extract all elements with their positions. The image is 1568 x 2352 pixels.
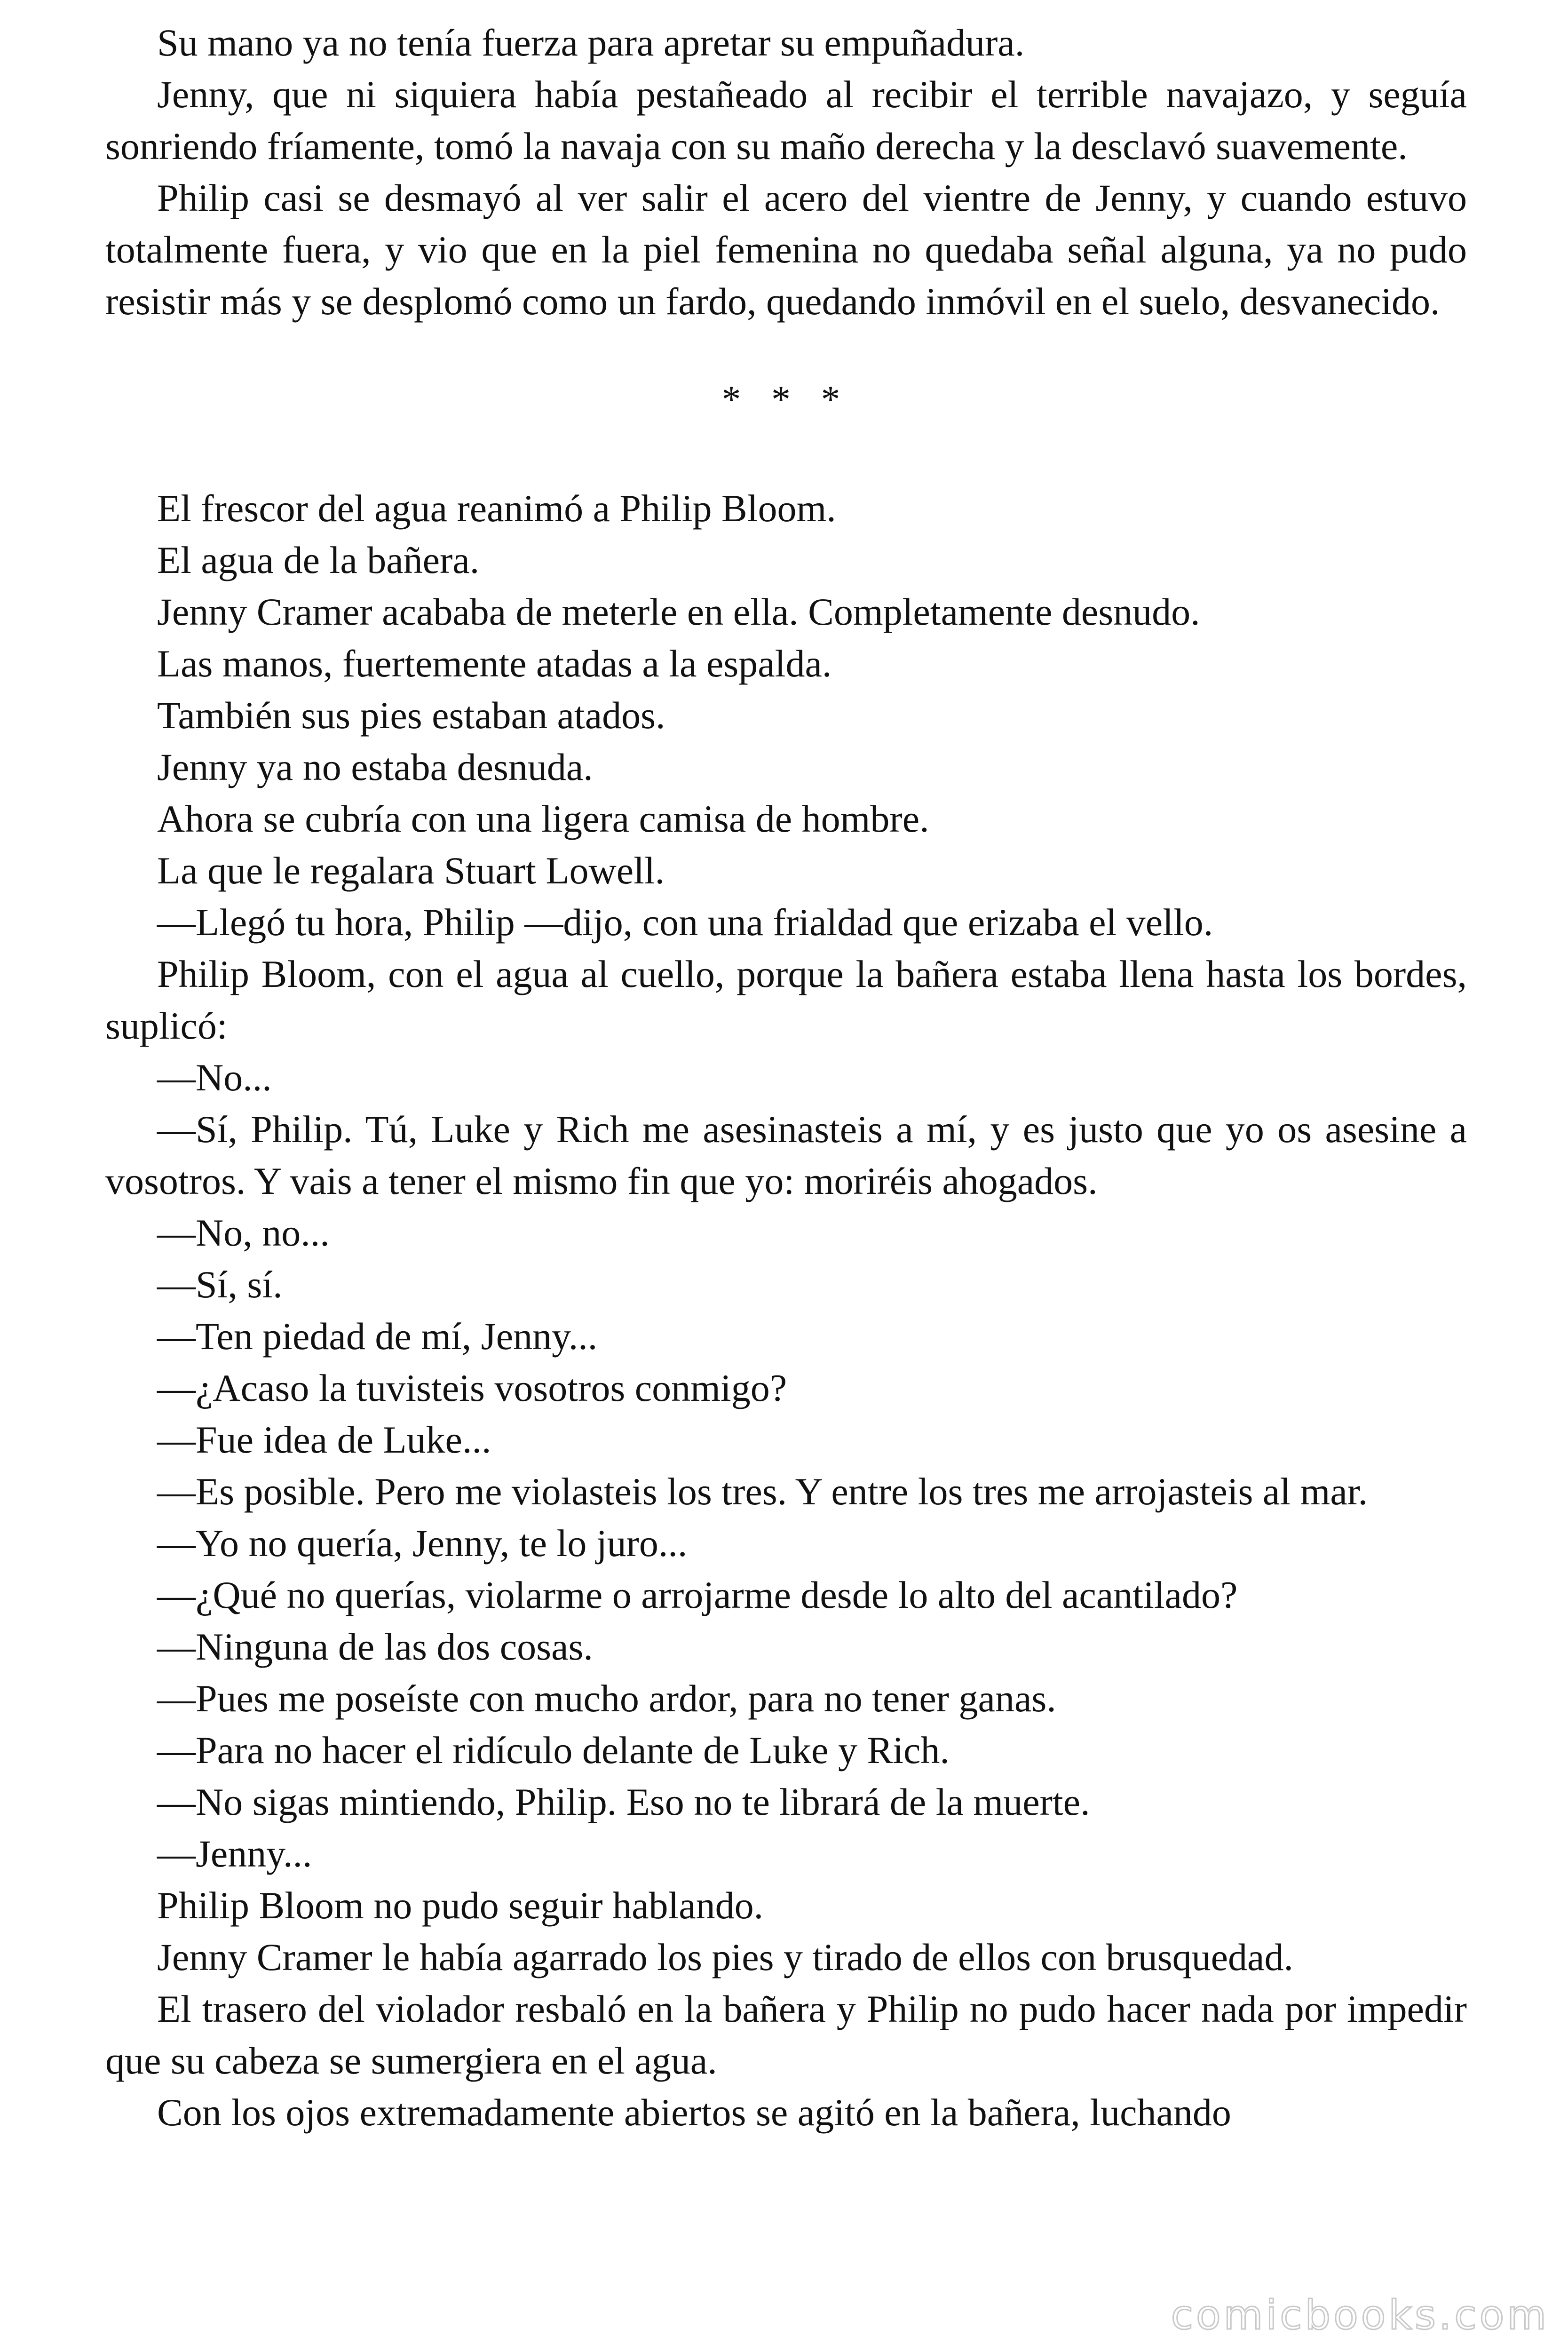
paragraphs-after-separator (105, 483, 1467, 2138)
dialogue-line: —Pues me poseíste con mucho ardor, para no tener ganas. (157, 1677, 1056, 1720)
dialogue-line: —Yo no quería, Jenny, te lo juro... (157, 1522, 688, 1565)
paragraph: El trasero del violador resbaló en la bañera y Philip no pudo hacer nada por impedir que su cabeza se sumergiera en el agua. (105, 1987, 1467, 2082)
dialogue-line: —Sí, sí. (157, 1263, 283, 1306)
paragraph: Jenny ya no estaba desnuda. (157, 746, 593, 788)
dialogue-line: —Para no hacer el ridículo delante de Luke y Rich. (157, 1729, 950, 1772)
dialogue-line: —¿Acaso la tuvisteis vosotros conmigo? (157, 1367, 787, 1409)
paragraph: También sus pies estaban atados. (157, 694, 665, 737)
paragraph: Su mano ya no tenía fuerza para apretar su empuñadura. (157, 21, 1025, 64)
paragraph: Jenny Cramer acababa de meterle en ella. Completamente desnudo. (157, 590, 1200, 633)
paragraph: Jenny, que ni siquiera había pestañeado al recibir el terrible navajazo, y seguía sonriendo fríamente, tomó la navaja con su maño derecha y la desclavó suavemente. (105, 73, 1467, 167)
paragraph: Las manos, fuertemente atadas a la espalda. (157, 642, 832, 685)
dialogue-line: —No sigas mintiendo, Philip. Eso no te librará de la muerte. (157, 1780, 1090, 1823)
paragraph: El agua de la bañera. (157, 539, 480, 581)
dialogue-line: —No... (157, 1056, 272, 1099)
paragraph: El frescor del agua reanimó a Philip Bloom. (157, 487, 836, 530)
section-separator (105, 327, 1467, 483)
paragraph: Ahora se cubría con una ligera camisa de hombre. (157, 797, 929, 840)
paragraph: Con los ojos extremadamente abiertos se agitó en la bañera, luchando (157, 2091, 1231, 2134)
dialogue-line: —¿Qué no querías, violarme o arrojarme desde lo alto del acantilado? (157, 1573, 1238, 1616)
dialogue-line: —Sí, Philip. Tú, Luke y Rich me asesinasteis a mí, y es justo que yo os asesine a vosotros. Y vais a tener el mismo fin que yo: moriréis ahogados. (105, 1108, 1467, 1202)
paragraphs-before-separator (105, 17, 1467, 327)
page-text (105, 17, 1467, 2138)
dialogue-line: —Es posible. Pero me violasteis los tres. Y entre los tres me arrojasteis al mar. (157, 1470, 1368, 1513)
paragraph: La que le regalara Stuart Lowell. (157, 849, 665, 892)
dialogue-line: —Fue idea de Luke... (157, 1418, 491, 1461)
dialogue-line: —Llegó tu hora, Philip —dijo, con una frialdad que erizaba el vello. (157, 901, 1213, 944)
watermark: comicbooks.com (1171, 2292, 1549, 2339)
paragraph: Jenny Cramer le había agarrado los pies y tirado de ellos con brusquedad. (157, 1936, 1293, 1979)
separator-asterisks: * * * (721, 378, 851, 421)
dialogue-line: —No, no... (157, 1211, 330, 1254)
dialogue-line: —Ten piedad de mí, Jenny... (157, 1315, 598, 1358)
paragraph: Philip casi se desmayó al ver salir el acero del vientre de Jenny, y cuando estuvo totalmente fuera, y vio que en la piel femenina no quedaba señal alguna, ya no pudo resistir más y se desplomó como un fardo, quedando inmóvil en el suelo, desvanecido. (105, 176, 1467, 323)
paragraph: Philip Bloom, con el agua al cuello, porque la bañera estaba llena hasta los bordes, suplicó: (105, 953, 1467, 1047)
paragraph: Philip Bloom no pudo seguir hablando. (157, 1884, 764, 1927)
dialogue-line: —Jenny... (157, 1832, 312, 1875)
dialogue-line: —Ninguna de las dos cosas. (157, 1625, 593, 1668)
